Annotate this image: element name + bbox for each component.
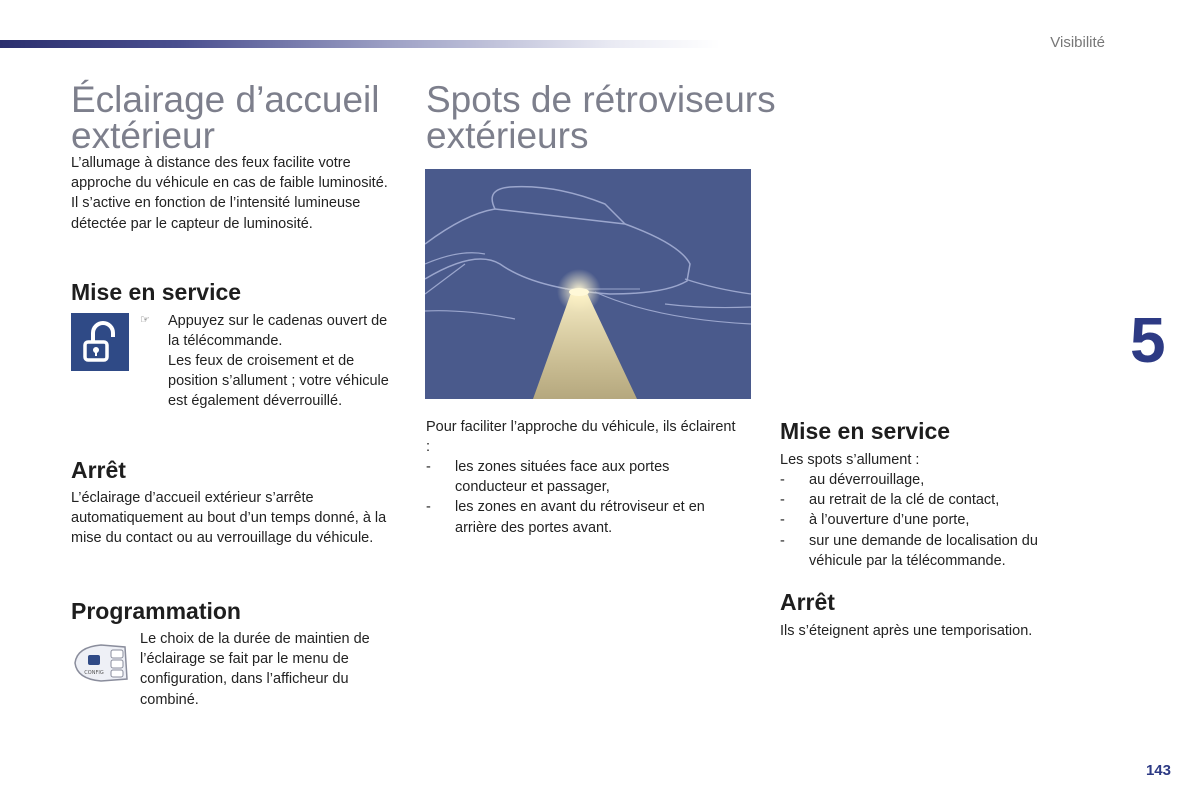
list-item: - les zones en avant du rétroviseur et en arrière des portes avant. bbox=[426, 497, 736, 537]
left-intro: L’allumage à distance des feux facilite votre approche du véhicule en cas de faible luminosité. Il s’active en fonction de l’intensité lumineuse détectée par le capteur de luminosité. bbox=[71, 155, 388, 232]
left-mise-text2: Les feux de croisement et de position s’allument ; votre véhicule est également déverrouillé. bbox=[168, 353, 389, 410]
top-gradient-bar bbox=[0, 40, 720, 48]
middle-title-line1: Spots de rétroviseurs bbox=[426, 79, 776, 120]
left-title bbox=[71, 79, 380, 156]
chapter-number: 5 bbox=[1130, 304, 1166, 376]
svg-text:CONFIG: CONFIG bbox=[84, 670, 104, 676]
middle-title bbox=[426, 79, 776, 156]
right-arret-heading: Arrêt bbox=[780, 589, 835, 615]
middle-title-line2: extérieurs bbox=[426, 115, 589, 156]
list-item: - les zones situées face aux portes conducteur et passager, bbox=[426, 457, 736, 497]
list-item: - au retrait de la clé de contact, bbox=[780, 490, 1080, 510]
left-mise-text: Appuyez sur le cadenas ouvert de la télécommande. bbox=[168, 313, 388, 350]
steering-control-icon bbox=[71, 641, 129, 685]
open-padlock-icon bbox=[71, 313, 129, 371]
right-mise-intro: Les spots s’allument : bbox=[780, 452, 920, 468]
right-mise-heading: Mise en service bbox=[780, 418, 951, 444]
mirror-spotlight-illustration bbox=[425, 169, 751, 399]
left-title-line1: Éclairage d’accueil bbox=[71, 79, 380, 120]
left-mise-heading: Mise en service bbox=[71, 279, 242, 305]
list-item: - à l’ouverture d’une porte, bbox=[780, 510, 1080, 530]
right-arret-text: Ils s’éteignent après une temporisation. bbox=[780, 623, 1033, 639]
hand-pointer-icon: ☞ bbox=[140, 314, 150, 326]
section-label: Visibilité bbox=[1050, 34, 1105, 51]
middle-list bbox=[426, 457, 736, 538]
left-title-line2: extérieur bbox=[71, 115, 215, 156]
left-prog-heading: Programmation bbox=[71, 598, 241, 624]
page-number: 143 bbox=[1145, 762, 1171, 779]
list-item: - au déverrouillage, bbox=[780, 470, 1080, 490]
right-list bbox=[780, 470, 1080, 571]
left-arret-text: L’éclairage d’accueil extérieur s’arrête automatiquement au bout d’un temps donné, à la mise du contact ou au verrouillage du véhicule. bbox=[71, 490, 387, 547]
middle-intro: Pour faciliter l’approche du véhicule, ils éclairent : bbox=[426, 419, 736, 456]
list-item: - sur une demande de localisation du véhicule par la télécommande. bbox=[780, 531, 1080, 571]
left-arret-heading: Arrêt bbox=[71, 457, 126, 483]
left-prog-text: Le choix de la durée de maintien de l’éclairage se fait par le menu de configuration, dans l’afficheur du combiné. bbox=[140, 631, 370, 708]
